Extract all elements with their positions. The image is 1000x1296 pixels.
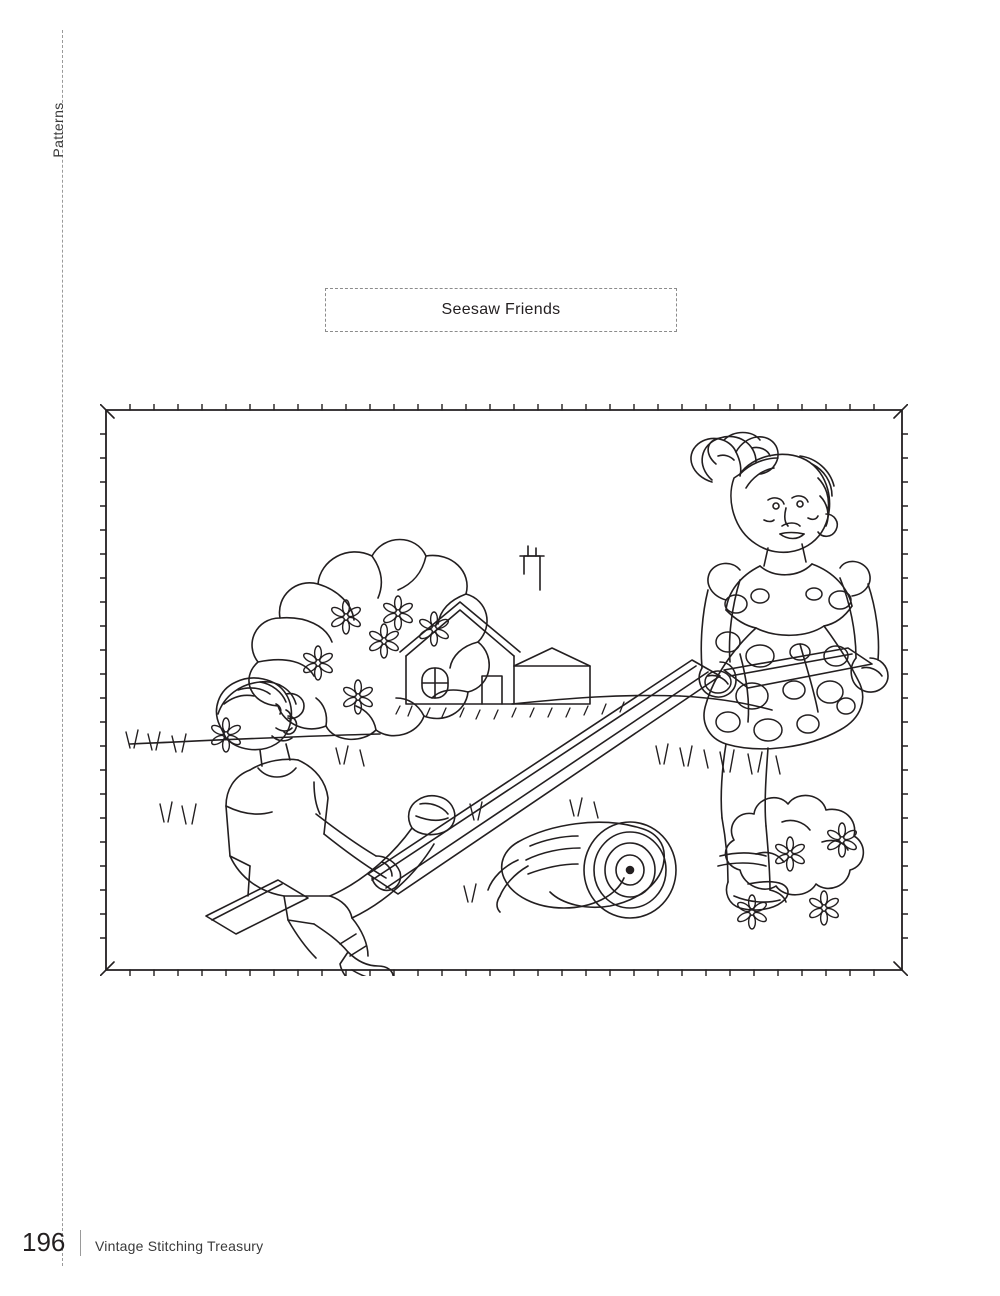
running-head: Patterns xyxy=(50,102,66,158)
pattern-artwork xyxy=(100,404,908,976)
page-number: 196 xyxy=(22,1227,66,1257)
book-title: Vintage Stitching Treasury xyxy=(95,1238,264,1254)
footer-divider xyxy=(80,1230,81,1256)
page-left-rule xyxy=(62,30,63,1266)
pattern-caption-box xyxy=(325,288,677,332)
page-footer xyxy=(22,1227,263,1258)
pattern-caption-label: Seesaw Friends xyxy=(441,301,561,318)
running-head-container xyxy=(0,62,66,182)
